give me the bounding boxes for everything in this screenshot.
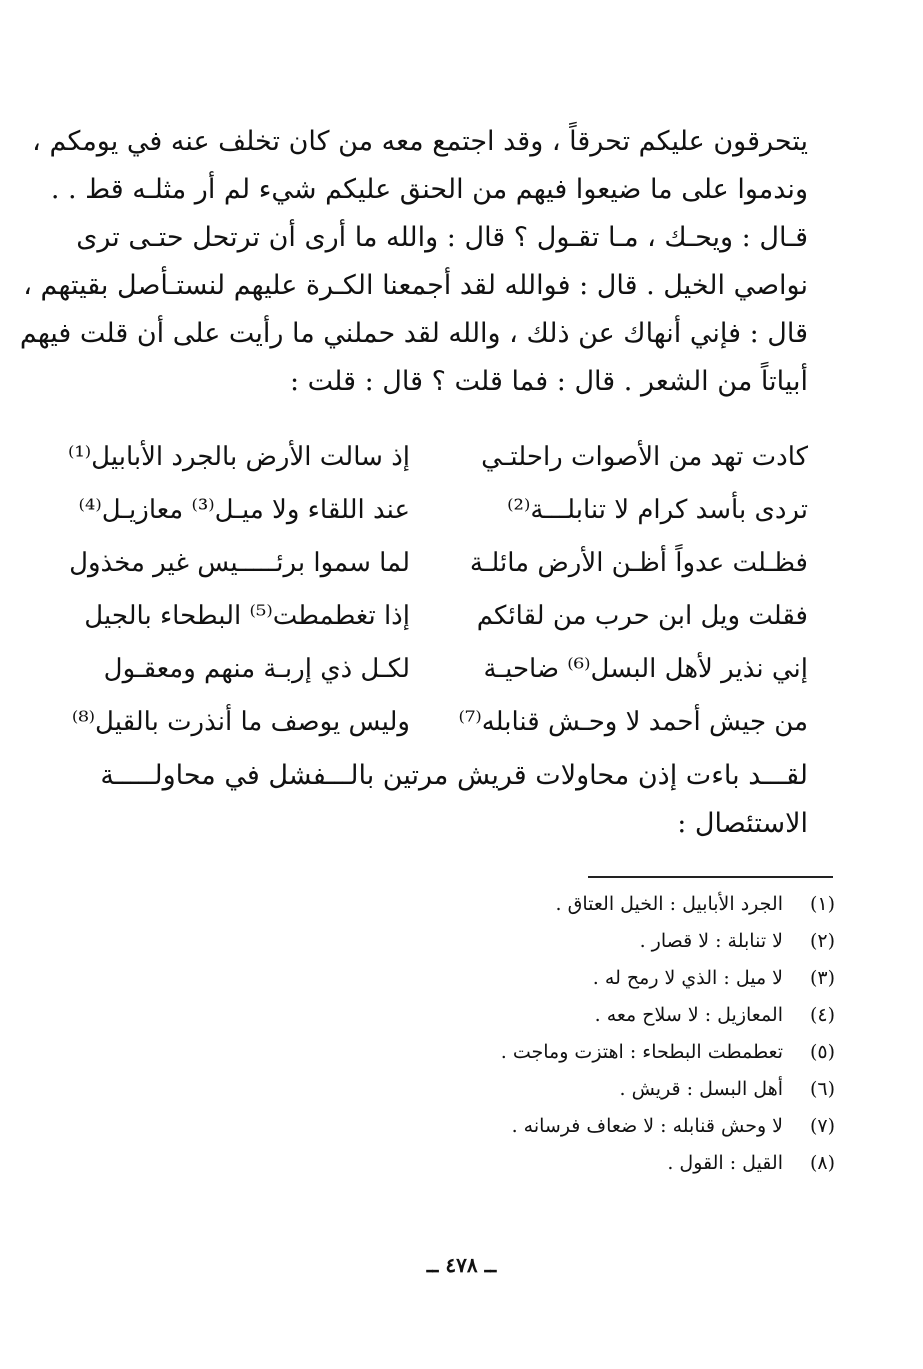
verse-first-hemistich: تردى بأسد كرام لا تنابلـــة⁽²⁾ <box>507 494 808 525</box>
footnote-number: (٤) <box>809 1004 835 1026</box>
footnote-text: المعازيل : لا سلاح معه . <box>594 1004 783 1026</box>
body-paragraph <box>19 118 808 406</box>
text-line: يتحرقون عليكم تحرقاً ، وقد اجتمع معه من كان تخلف عنه في يومكم ، <box>32 126 808 157</box>
footnote-number: (٧) <box>809 1115 835 1137</box>
footnote-text: لا وحش قنابله : لا ضعاف فرسانه . <box>511 1115 783 1137</box>
footnotes-list <box>335 886 835 1182</box>
footnote-text: أهل البسل : قريش . <box>619 1078 783 1100</box>
poem-verse <box>90 642 808 695</box>
footnote-divider <box>588 876 833 878</box>
footnote-text: تعطمطت البطحاء : اهتزت وماجت . <box>500 1041 783 1063</box>
verse-second-hemistich: إذ سالت الأرض بالجرد الأبابيل⁽¹⁾ <box>67 441 410 472</box>
poem <box>67 430 808 748</box>
verse-second-hemistich: عند اللقاء ولا ميـل⁽³⁾ معازيـل⁽⁴⁾ <box>78 494 410 525</box>
text-line: قال : فإني أنهاك عن ذلك ، والله لقد حملني ما رأيت على أن قلت فيهم <box>19 318 808 349</box>
footnote <box>335 1071 835 1108</box>
verse-first-hemistich: كادت تهد من الأصوات راحلتـي <box>481 441 808 472</box>
footnote-number: (١) <box>809 893 835 915</box>
body-paragraph <box>90 752 808 848</box>
footnote-number: (٦) <box>809 1078 835 1100</box>
footnote <box>335 1108 835 1145</box>
verse-first-hemistich: إني نذير لأهل البسل⁽⁶⁾ ضاحيـة <box>483 653 808 684</box>
footnote-number: (٣) <box>809 967 835 989</box>
footnote <box>335 960 835 997</box>
verse-second-hemistich: وليس يوصف ما أنذرت بالقيل⁽⁸⁾ <box>71 706 410 737</box>
text-line: الاستئصال : <box>677 808 808 839</box>
footnote-text: القيل : القول . <box>667 1152 783 1174</box>
poem-verse <box>71 695 808 748</box>
verse-first-hemistich: فقلت ويل ابن حرب من لقائكم <box>476 600 808 631</box>
verse-first-hemistich: فظـلت عدواً أظـن الأرض مائلـة <box>469 547 808 578</box>
text-line: لقـــد باءت إذن محاولات قريش مرتين بالـــفشل في محاولـــــة <box>100 760 808 791</box>
footnote <box>335 1145 835 1182</box>
poem-verse <box>84 589 808 642</box>
poem-verse <box>67 430 808 483</box>
verse-second-hemistich: لما سموا برئـــــيس غير مخذول <box>69 547 410 578</box>
poem-verse <box>69 536 808 589</box>
text-line: قـال : ويحـك ، مـا تقـول ؟ قال : والله ما أرى أن ترتحل حتـى ترى <box>76 222 808 253</box>
footnote-text: لا تنابلة : لا قصار . <box>639 930 783 952</box>
verse-second-hemistich: لكـل ذي إربـة منهم ومعقـول <box>103 653 410 684</box>
poem-verse <box>78 483 808 536</box>
footnote <box>335 997 835 1034</box>
footnote-number: (٥) <box>809 1041 835 1063</box>
footnote-text: لا ميل : الذي لا رمح له . <box>592 967 783 989</box>
text-line: نواصي الخيل . قال : فوالله لقد أجمعنا الكـرة عليهم لنستـأصل بقيتهم ، <box>23 270 808 301</box>
footnote-number: (٢) <box>809 930 835 952</box>
verse-first-hemistich: من جيش أحمد لا وحـش قنابله⁽⁷⁾ <box>458 706 808 737</box>
footnote-number: (٨) <box>809 1152 835 1174</box>
text-line: أبياتاً من الشعر . قال : فما قلت ؟ قال : قلت : <box>289 366 808 397</box>
verse-second-hemistich: إذا تغطمطت⁽⁵⁾ البطحاء بالجيل <box>84 600 410 631</box>
page-number: ــ ٤٧٨ ــ <box>426 1253 497 1277</box>
footnote <box>335 886 835 923</box>
footnote <box>335 923 835 960</box>
footnote-text: الجرد الأبابيل : الخيل العتاق . <box>555 893 783 915</box>
footnote <box>335 1034 835 1071</box>
text-line: وندموا على ما ضيعوا فيهم من الحنق عليكم شيء لم أر مثلـه قط . . <box>50 174 808 205</box>
